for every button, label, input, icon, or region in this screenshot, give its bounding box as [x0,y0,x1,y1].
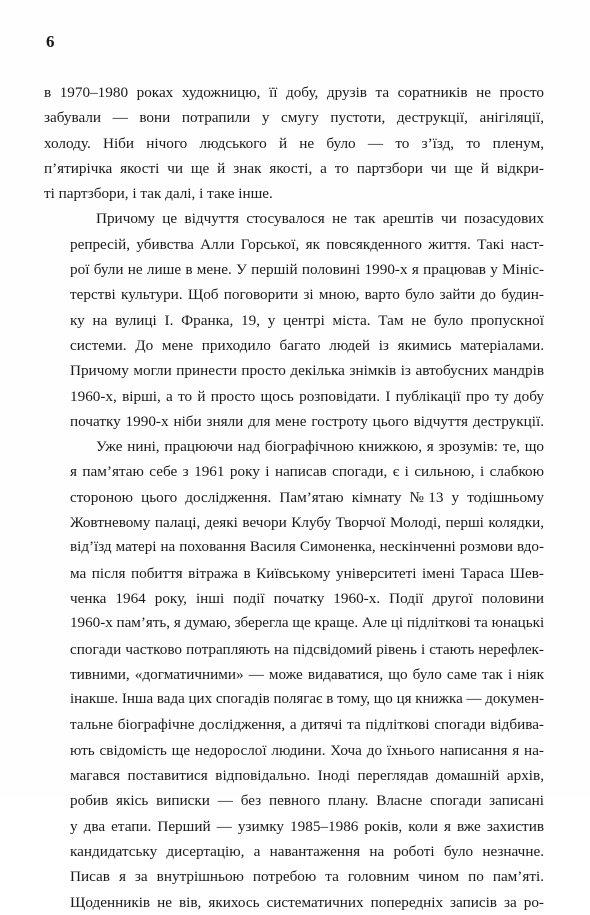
text-line: в 1970–1980 роках художницю, її добу, друзів та соратників не просто [44,84,544,101]
text-line: тальне біографічне дослідження, а дитячі та підліткові спогади відбива- [70,716,544,734]
text-line: Причому це відчуття стосувалося не так арештів чи позасудових [96,210,544,228]
text-line: спогади частково потрапляють на підсвідомий рівень і стають нерефлек- [70,640,544,658]
text-line: системи. До мене приходило багато людей із якимись матеріалами. [70,336,544,354]
text-line: п’ятирічка якості чи ще й знак якості, а то партзбори чи ще й відкри- [44,159,544,177]
text-line: терстві культури. Щоб поговорити зі мною, варто було зайти до будин- [70,286,544,304]
text-line: Щоденників не вів, якихось систематичних попередніх записів за ро- [70,893,544,911]
text-line: холоду. Ніби нічого людського й не було — то з’їзд, то пленум, [44,134,544,152]
text-line: Жовтневому палаці, деякі вечори Клубу Творчої Молоді, перші колядки, [70,514,544,532]
text-line: Писав я за внутрішньою потребою та головним чином по пам’яті. [70,868,544,886]
text-line: репресій, убивства Алли Горської, як повсякденного життя. Такі наст- [70,235,544,253]
text-line: стороною цього дослідження. Пам’ятаю кімнату №13 у тодішньому [70,488,544,506]
text-line: робив якісь виписки — без певного плану. Власне спогади записані [70,792,544,810]
text-line: у два етапи. Перший — узимку 1985–1986 років, коли я вже захистив [70,817,544,835]
text-line: кандидатську дисертацію, а навантаження на роботі було незначне. [70,842,544,860]
text-line: від’їзд матері на поховання Василя Симоненка, нескінченні розмови вдо- [70,539,544,556]
text-line: Причому могли принести просто декілька знімків із автобусних мандрів [70,362,544,380]
page-number: 6 [46,32,55,51]
text-line: забували — вони потрапили у смугу пустоти, деструкції, анігіляції, [44,109,544,127]
paragraph [44,434,544,915]
text-line: рої були не лише в мене. У першій половині 1990-х я працював у Мініс- [70,261,544,279]
text-line: я пам’ятаю себе з 1961 року і написав спогади, є і сильною, і слабкою [70,463,544,481]
text-line: тивними, «догматичними» — може видаватися, що було саме так і ніяк [70,665,544,683]
text-line: магався поставитися відповідально. Іноді переглядав домашній архів, [70,767,544,785]
text-line: 1960-х пам’ять, я думаю, зберегла ще краще. Але ці підліткові та юнацькі [70,615,544,632]
paragraph [44,80,544,206]
text-line: 1960-х, вірші, а то й просто щось розповідати. І публікації про ту добу [70,387,544,405]
text-line: ті партзбори, і так далі, і таке інше. [44,185,273,203]
text-line: ма після побиття вітража в Київському університеті імені Тараса Шев- [70,564,544,582]
text-line: інакше. Інша вада цих спогадів полягає в тому, що ця книжка — докумен- [70,691,544,708]
body-text [44,80,544,915]
text-line: ють свідомість ще недорослої людини. Хоча до їхнього написання я на- [70,741,544,759]
text-line: ченка 1964 року, інші події початку 1960-х. Події другої половини [70,589,544,607]
paragraph [44,206,544,434]
text-line: ку на вулиці І. Франка, 19, у центрі міста. Там не було пропускної [70,311,544,329]
text-line: Уже нині, працюючи над біографічною книжкою, я зрозумів: те, що [96,438,544,456]
text-line: початку 1990-х ніби зняли для мене гостроту цього відчуття деструкції. [70,412,544,430]
